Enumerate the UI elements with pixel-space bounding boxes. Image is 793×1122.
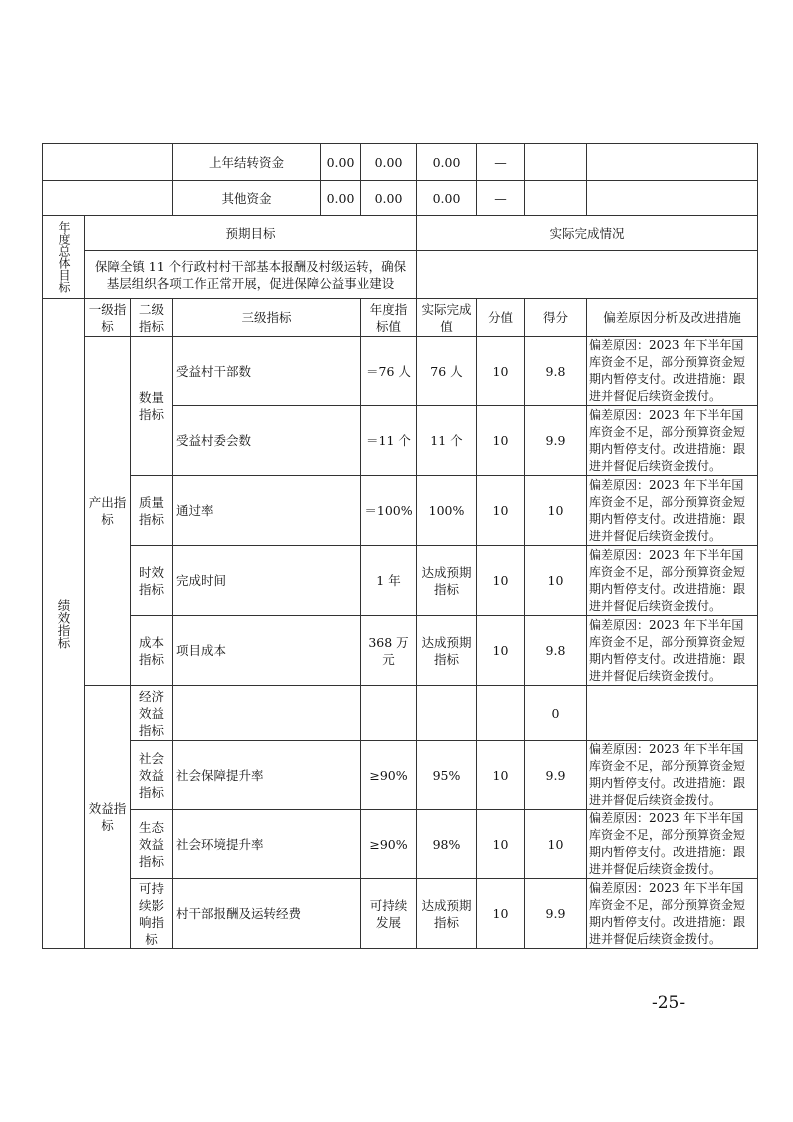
cell: 10 [477, 476, 525, 546]
cell: 0 [525, 686, 587, 741]
group-quantity: 数量指标 [131, 337, 173, 476]
cell: 10 [477, 616, 525, 686]
cell: 达成预期指标 [417, 879, 477, 949]
header-reason: 偏差原因分析及改进措施 [587, 299, 758, 337]
cell: 100% [417, 476, 477, 546]
funding-label: 上年结转资金 [173, 144, 321, 181]
group-quality: 质量指标 [131, 476, 173, 546]
cell: ＝11 个 [361, 406, 417, 476]
cell: 0.00 [417, 144, 477, 181]
cell: 10 [477, 546, 525, 616]
reason-note: 偏差原因：2023 年下半年国库资金不足，部分预算资金短期内暂停支付。改进措施：跟进并督促后续资金拨付。 [587, 879, 758, 949]
indicator-name: 社会保障提升率 [173, 741, 361, 810]
cell: 10 [525, 810, 587, 879]
group-social: 社会效益指标 [131, 741, 173, 810]
indicator-name: 通过率 [173, 476, 361, 546]
page-number: -25- [652, 993, 686, 1013]
cell: ≥90% [361, 810, 417, 879]
cell: — [477, 144, 525, 181]
cell: 76 人 [417, 337, 477, 406]
expected-goal-text: 保障全镇 11 个行政村村干部基本报酬及村级运转，确保基层组织各项工作正常开展，促进保障公益事业建设 [85, 251, 417, 299]
cell: 9.9 [525, 741, 587, 810]
header-actual: 实际完成值 [417, 299, 477, 337]
indicator-name: 受益村干部数 [173, 337, 361, 406]
cell: 10 [477, 337, 525, 406]
group-benefit: 效益指标 [85, 686, 131, 949]
group-cost: 成本指标 [131, 616, 173, 686]
cell: ≥90% [361, 741, 417, 810]
indicator-name: 社会环境提升率 [173, 810, 361, 879]
cell: 11 个 [417, 406, 477, 476]
cell: 10 [477, 879, 525, 949]
indicator-name: 受益村委会数 [173, 406, 361, 476]
indicator-name: 村干部报酬及运转经费 [173, 879, 361, 949]
reason-note: 偏差原因：2023 年下半年国库资金不足，部分预算资金短期内暂停支付。改进措施：跟进并督促后续资金拨付。 [587, 741, 758, 810]
cell: ＝76 人 [361, 337, 417, 406]
reason-note: 偏差原因：2023 年下半年国库资金不足，部分预算资金短期内暂停支付。改进措施：跟进并督促后续资金拨付。 [587, 546, 758, 616]
reason-note: 偏差原因：2023 年下半年国库资金不足，部分预算资金短期内暂停支付。改进措施：跟进并督促后续资金拨付。 [587, 476, 758, 546]
cell: 9.9 [525, 879, 587, 949]
cell: 9.8 [525, 616, 587, 686]
cell: 0.00 [361, 181, 417, 216]
cell: 10 [525, 476, 587, 546]
reason-note: 偏差原因：2023 年下半年国库资金不足，部分预算资金短期内暂停支付。改进措施：跟进并督促后续资金拨付。 [587, 406, 758, 476]
cell: 10 [477, 810, 525, 879]
cell: 0.00 [417, 181, 477, 216]
cell: 95% [417, 741, 477, 810]
performance-table [42, 143, 758, 949]
cell: 10 [477, 741, 525, 810]
cell: 0.00 [361, 144, 417, 181]
cell: 10 [477, 406, 525, 476]
group-eco: 生态效益指标 [131, 810, 173, 879]
cell: 0.00 [321, 181, 361, 216]
cell: 0.00 [321, 144, 361, 181]
goal-side-label: 年度总体目标 [43, 216, 85, 299]
group-econ: 经济效益指标 [131, 686, 173, 741]
actual-goal-header: 实际完成情况 [417, 216, 758, 251]
cell: ＝100% [361, 476, 417, 546]
cell: 9.8 [525, 337, 587, 406]
header-target: 年度指标值 [361, 299, 417, 337]
header-l1: 一级指标 [85, 299, 131, 337]
indicator-name: 完成时间 [173, 546, 361, 616]
group-time: 时效指标 [131, 546, 173, 616]
funding-label: 其他资金 [173, 181, 321, 216]
header-l3: 三级指标 [173, 299, 361, 337]
funding-row [43, 144, 758, 181]
cell: 368 万元 [361, 616, 417, 686]
cell: 达成预期指标 [417, 546, 477, 616]
cell: 98% [417, 810, 477, 879]
header-l2: 二级指标 [131, 299, 173, 337]
funding-row [43, 181, 758, 216]
header-value: 分值 [477, 299, 525, 337]
cell: 1 年 [361, 546, 417, 616]
perf-label: 绩效指标 [43, 299, 85, 949]
header-score: 得分 [525, 299, 587, 337]
group-output: 产出指标 [85, 337, 131, 686]
reason-note: 偏差原因：2023 年下半年国库资金不足，部分预算资金短期内暂停支付。改进措施：跟进并督促后续资金拨付。 [587, 616, 758, 686]
reason-note: 偏差原因：2023 年下半年国库资金不足，部分预算资金短期内暂停支付。改进措施：跟进并督促后续资金拨付。 [587, 810, 758, 879]
reason-note: 偏差原因：2023 年下半年国库资金不足，部分预算资金短期内暂停支付。改进措施：跟进并督促后续资金拨付。 [587, 337, 758, 406]
cell: 10 [525, 546, 587, 616]
cell: 9.9 [525, 406, 587, 476]
expected-goal-header: 预期目标 [85, 216, 417, 251]
cell: — [477, 181, 525, 216]
group-sustain: 可持续影响指标 [131, 879, 173, 949]
cell: 可持续发展 [361, 879, 417, 949]
cell: 达成预期指标 [417, 616, 477, 686]
indicator-name: 项目成本 [173, 616, 361, 686]
